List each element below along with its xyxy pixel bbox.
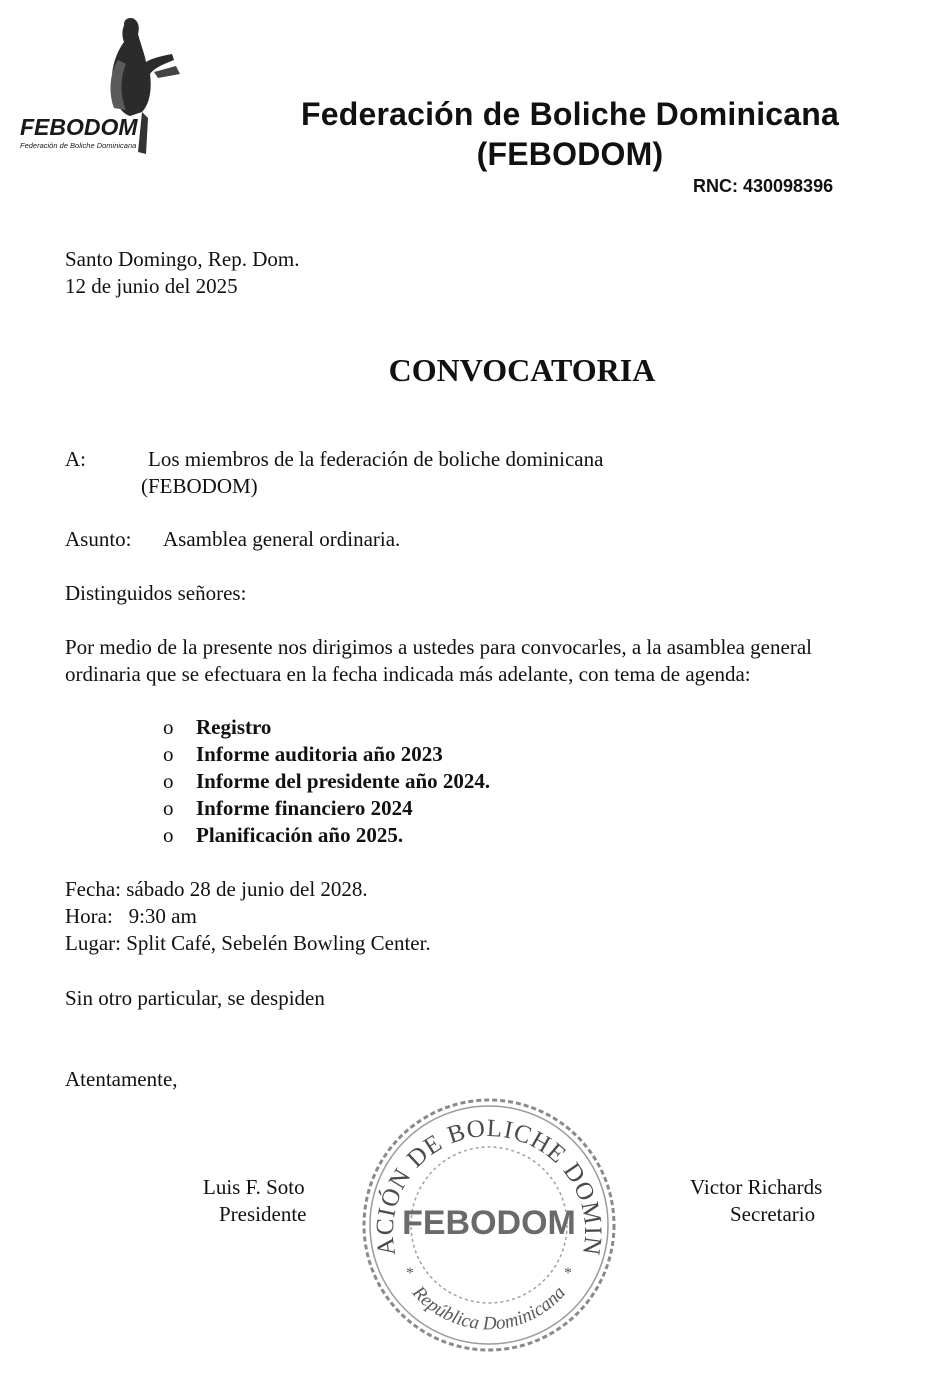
meeting-date: Fecha: sábado 28 de junio del 2028. bbox=[65, 877, 368, 901]
subject-label: Asunto: bbox=[65, 527, 132, 551]
date-line: 12 de junio del 2025 bbox=[65, 274, 238, 298]
federation-title bbox=[250, 94, 890, 174]
place-line: Santo Domingo, Rep. Dom. bbox=[65, 247, 300, 271]
agenda-item-text: Informe del presidente año 2024. bbox=[196, 769, 491, 793]
stamp-star-icon: * bbox=[406, 1265, 414, 1282]
to-label: A: bbox=[65, 447, 86, 471]
to-recipient-line1: Los miembros de la federación de boliche dominicana bbox=[148, 447, 604, 471]
meeting-time: Hora: 9:30 am bbox=[65, 904, 197, 928]
bullet-icon: o bbox=[163, 796, 174, 820]
agenda-item bbox=[163, 714, 490, 741]
subject-value: Asamblea general ordinaria. bbox=[163, 527, 401, 551]
rnc-number: RNC: 430098396 bbox=[693, 176, 834, 196]
agenda-item-text: Informe financiero 2024 bbox=[196, 796, 413, 820]
agenda-item bbox=[163, 741, 490, 768]
logo-subtitle-text: Federación de Boliche Dominicana bbox=[20, 141, 137, 150]
agenda-item-text: Planificación año 2025. bbox=[196, 823, 404, 847]
body-paragraph-line1: Por medio de la presente nos dirigimos a ustedes para convocarles, a la asamblea general bbox=[65, 635, 812, 659]
regards: Atentamente, bbox=[65, 1067, 178, 1091]
agenda-item bbox=[163, 795, 490, 822]
agenda-list bbox=[163, 714, 490, 849]
bullet-icon: o bbox=[163, 823, 174, 847]
president-name: Luis F. Soto bbox=[203, 1175, 305, 1199]
federation-name: Federación de Boliche Dominicana bbox=[300, 96, 840, 132]
logo-abbr-text: FEBODOM bbox=[20, 114, 138, 140]
federation-stamp bbox=[360, 1096, 618, 1354]
closing-line: Sin otro particular, se despiden bbox=[65, 986, 325, 1010]
agenda-item-text: Registro bbox=[196, 715, 272, 739]
bullet-icon: o bbox=[163, 715, 174, 739]
agenda-item-text: Informe auditoria año 2023 bbox=[196, 742, 443, 766]
stamp-top-text: ACIÓN DE BOLICHE DOMIN bbox=[371, 1114, 607, 1258]
federation-abbr: (FEBODOM) bbox=[476, 136, 664, 172]
bullet-icon: o bbox=[163, 742, 174, 766]
febodom-logo bbox=[14, 12, 186, 164]
agenda-item bbox=[163, 822, 490, 849]
stamp-center-text: FEBODOM bbox=[402, 1204, 576, 1242]
bullet-icon: o bbox=[163, 769, 174, 793]
meeting-place: Lugar: Split Café, Sebelén Bowling Center. bbox=[65, 931, 431, 955]
svg-text:República Dominicana bbox=[407, 1282, 569, 1335]
body-paragraph-line2: ordinaria que se efectuara en la fecha indicada más adelante, con tema de agenda: bbox=[65, 662, 751, 686]
agenda-item bbox=[163, 768, 490, 795]
president-role: Presidente bbox=[219, 1202, 307, 1226]
secretary-name: Victor Richards bbox=[690, 1175, 823, 1199]
greeting: Distinguidos señores: bbox=[65, 581, 247, 605]
to-recipient-line2: (FEBODOM) bbox=[141, 474, 258, 498]
secretary-role: Secretario bbox=[730, 1202, 816, 1226]
stamp-star-icon: * bbox=[564, 1265, 572, 1282]
stamp-bottom-text: República Dominicana bbox=[408, 1282, 570, 1335]
document-title: CONVOCATORIA bbox=[388, 352, 656, 388]
